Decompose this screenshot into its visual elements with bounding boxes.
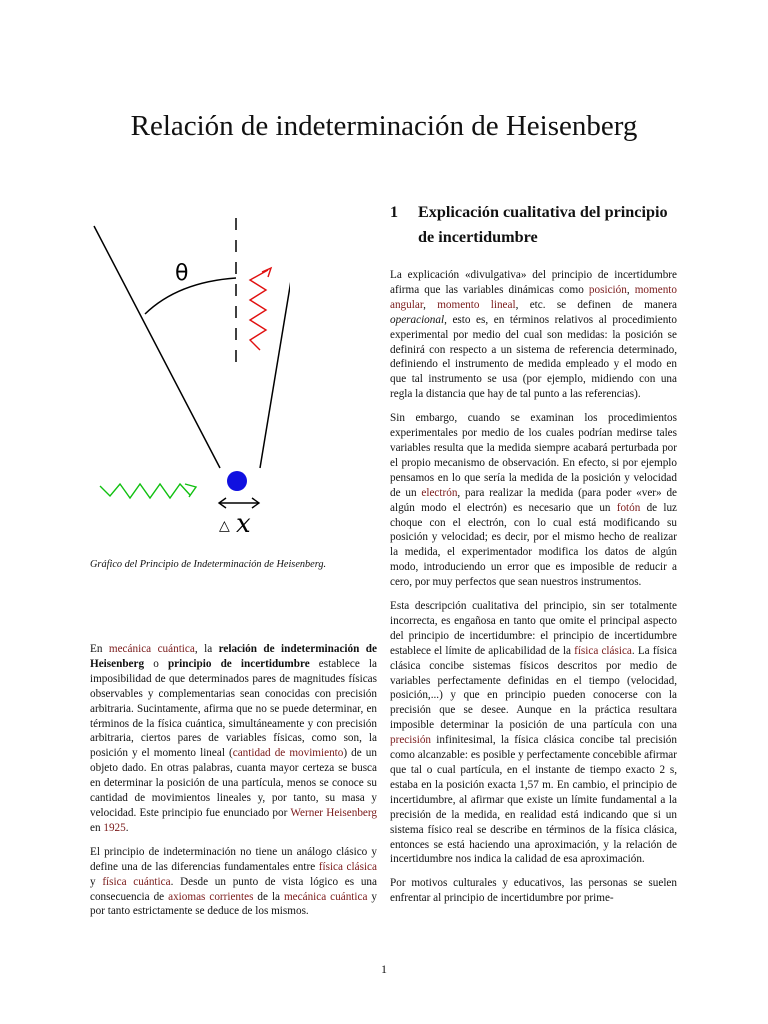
scattered-photon-wave <box>250 270 268 350</box>
right-cone-line <box>260 226 290 468</box>
section-paragraph-2: Sin embargo, cuando se examinan los procedimientos experimentales por medio de los cuales podrían medirse tales variables resulta que la medida siempre acabará perturbada por el propio mecanismo de observación. En efecto, si por ejemplo pensamos en lo que sería la medida de la posición y velocidad de un electrón, para realizar la medida (para poder «ver» de algún modo el electrón) es necesario que un fotón de luz choque con el electrón, con lo cual está modificando su posición y velocidad; es decir, por el mismo hecho de realizar la medida, el experimentador modifica los datos de algún modo, introduciendo un error que es imposible de reducir a cero, por muy perfectos que sean nuestros instrumentos. <box>390 412 678 589</box>
link-momento-lineal[interactable]: momento lineal <box>437 298 516 311</box>
link-foton[interactable]: fotón <box>616 501 641 514</box>
link-werner-heisenberg[interactable]: Werner Heisenberg <box>290 806 377 819</box>
angle-arc <box>145 278 236 314</box>
link-cantidad-movimiento[interactable]: cantidad de movimiento <box>232 747 344 760</box>
term-relacion: relación de indeterminación de Heisenberg <box>90 643 377 670</box>
link-fisica-cuantica[interactable]: física cuántica <box>102 875 171 888</box>
link-precision[interactable]: precisión <box>390 734 432 747</box>
intro-column <box>90 642 377 928</box>
intro-paragraph-1: En mecánica cuántica, la relación de indeterminación de Heisenberg o principio de incertidumbre establece la imposibilidad de que determinados pares de magnitudes físicas observables y complementarias sean conocidas con precisión arbitraria. Sucintamente, afirma que no se puede determinar, en términos de la física cuántica, simultáneamente y con precisión arbitraria, ciertos pares de variables físicas, como son, la posición y el momento lineal (cantidad de movimiento) de un objeto dado. En otras palabras, cuanta mayor certeza se busca en determinar la posición de una partícula, menos se conoce su cantidad de movimientos lineales y, por tanto, su masa y velocidad. Este principio fue enunciado por Werner Heisenberg en 1925. <box>90 643 377 834</box>
section-paragraph-4: Por motivos culturales y educativos, las personas se suelen enfrentar al principio de incertidumbre por prime- <box>390 877 677 905</box>
page-title: Relación de indeterminación de Heisenberg <box>130 110 638 142</box>
link-fisica-clasica-2[interactable]: física clásica <box>574 644 632 657</box>
link-posicion[interactable]: posición <box>588 283 627 296</box>
link-axiomas-corrientes[interactable]: axiomas corrientes <box>168 890 254 903</box>
delta-label: △ <box>219 518 230 534</box>
incoming-photon-wave <box>100 484 190 498</box>
link-electron[interactable]: electrón <box>421 486 458 499</box>
left-cone-line <box>94 226 220 468</box>
electron <box>227 471 247 491</box>
intro-paragraph-2: El principio de indeterminación no tiene un análogo clásico y define una de las diferencias fundamentales entre física clásica y física cuántica. Desde un punto de vista lógico es una consecuencia de axiomas corrientes de la mecánica cuántica y por tanto estrictamente se deduce de los mismos. <box>90 845 378 918</box>
term-operacional: operacional <box>390 313 445 326</box>
section-column <box>390 268 677 915</box>
term-principio: principio de incertidumbre <box>167 657 310 670</box>
link-fisica-clasica[interactable]: física clásica <box>318 860 377 873</box>
link-1925[interactable]: 1925 <box>103 821 126 834</box>
section-paragraph-1: La explicación «divulgativa» del principio de incertidumbre afirma que las variables dinámicas como posición, momento angular, momento lineal, etc. se definen de manera operacional, esto es, en términos relativos al procedimiento experimental por medio del cual son medidas: la posición se definirá con respecto a un sistema de referencia determinado, definiendo el instrumento de medida empleado y el modo en que tal instrumento se usa (por ejemplo, midiendo con una regla la distancia que hay de tal punto a las referencias). <box>390 269 678 401</box>
figure-caption: Gráfico del Principio de Indeterminación de Heisenberg. <box>90 559 327 570</box>
section-title: Explicación cualitativa del principio de incertidumbre <box>418 203 668 246</box>
page-number: 1 <box>381 962 387 976</box>
theta-label: θ <box>175 261 189 286</box>
section-paragraph-3: Esta descripción cualitativa del principio, sin ser totalmente incorrecta, es engañosa en tanto que omite el principal aspecto del principio de incertidumbre: el principio de incertidumbre establece el límite de aplicabilidad de la física clásica. La física clásica concibe sistemas físicos descritos por medio de variables perfectamente definidas en el tiempo (velocidad, posición,...) y que en principio pueden conocerse con la precisión que se desee. Aunque en la práctica resultara imposible determinar la posición de una partícula con una precisión infinitesimal, la física clásica concibe tal precisión como alcanzable: es posible y perfectamente concebible afirmar que tal o cual partícula, en el instante de tiempo exacto 2 s, estaba en la posición exacta 1,57 m. En cambio, el principio de incertidumbre, al afirmar que existe un límite fundamental a la precisión de la medida, en realidad está indicando que si un sistema físico real se describe en términos de la física clásica, entonces se está haciendo una aproximación, y la relación de incertidumbre nos indica la calidad de esa aproximación. <box>390 600 677 866</box>
link-mecanica-cuantica[interactable]: mecánica cuántica <box>108 643 195 655</box>
section-number: 1 <box>390 203 399 221</box>
x-label: x <box>236 509 251 539</box>
link-mecanica-cuantica-2[interactable]: mecánica cuántica <box>283 890 368 903</box>
link-momento-angular[interactable]: momento angular <box>390 283 677 311</box>
section-heading <box>390 200 680 250</box>
heisenberg-diagram <box>90 208 290 543</box>
